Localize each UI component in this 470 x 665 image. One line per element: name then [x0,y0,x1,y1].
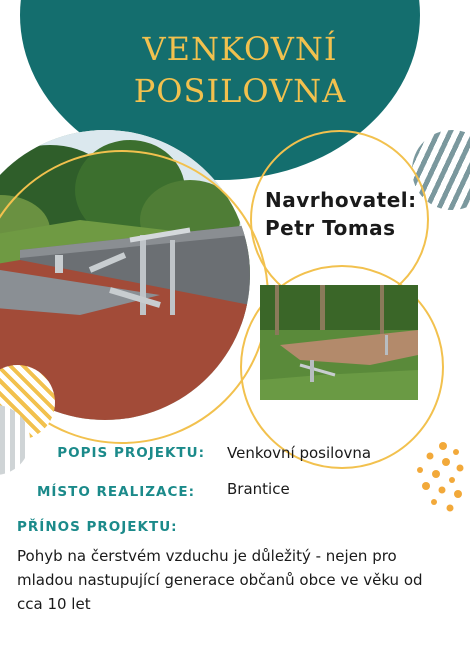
popis-value: Venkovní posilovna [227,444,372,462]
photo-park-image [260,285,418,400]
prinos-label: PŘÍNOS PROJEKTU: [17,519,178,535]
page-title [95,28,385,112]
misto-value: Brantice [227,480,290,498]
title-line-2: POSILOVNA [133,72,347,110]
title-line-1: VENKOVNÍ [142,30,338,68]
photo-park [260,285,418,400]
popis-label: POPIS PROJEKTU: [57,445,205,461]
decor-dots [408,438,468,518]
designer-name: Petr Tomas [265,216,396,240]
misto-label: MÍSTO REALIZACE: [36,484,195,500]
designer-label: Navrhovatel: [265,188,417,212]
prinos-text: Pohyb na čerstvém vzduchu je důležitý - nejen pro mladou nastupující generace občanů obce ve věku od cca 10 let [17,547,423,613]
